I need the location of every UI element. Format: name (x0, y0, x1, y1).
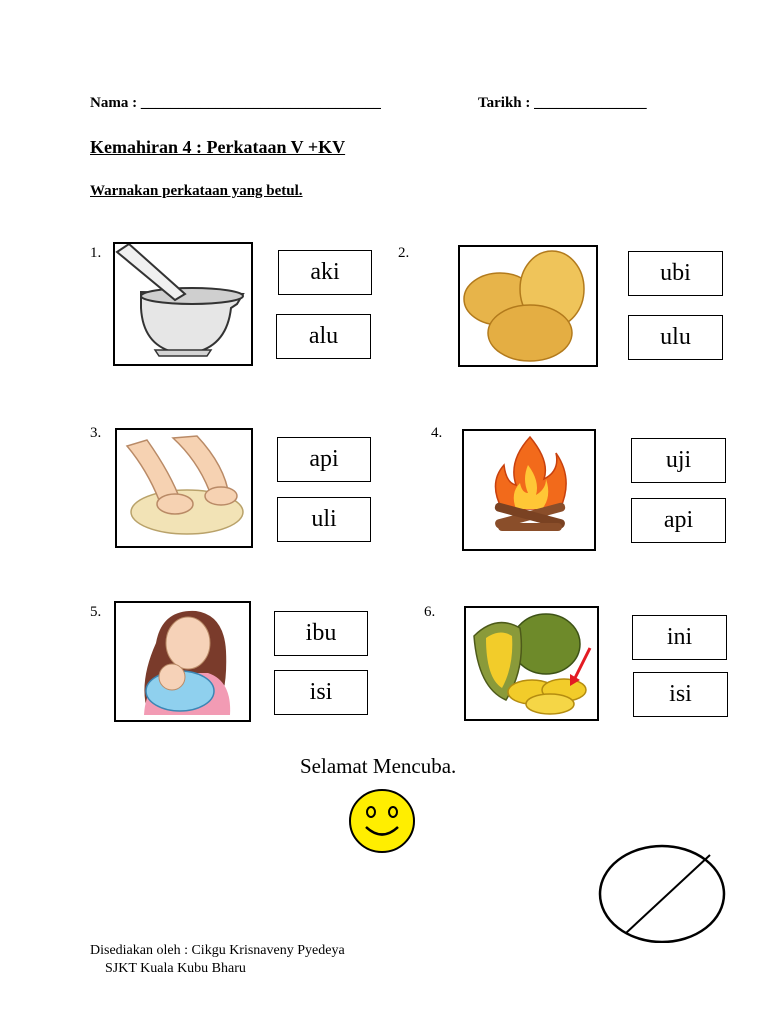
option-alu[interactable]: alu (276, 314, 371, 359)
option-uli[interactable]: uli (277, 497, 371, 542)
option-ulu[interactable]: ulu (628, 315, 723, 360)
option-ini[interactable]: ini (632, 615, 727, 660)
option-api-2[interactable]: api (631, 498, 726, 543)
picture-mother-holding-baby (114, 601, 251, 722)
picture-campfire (462, 429, 596, 551)
option-ubi[interactable]: ubi (628, 251, 723, 296)
date-field[interactable]: Tarikh : _______________ (478, 95, 647, 111)
item-number-2: 2. (398, 245, 410, 261)
school-name: SJKT Kuala Kubu Bharu (105, 961, 246, 976)
picture-sweet-potatoes (458, 245, 598, 367)
item-number-5: 5. (90, 604, 102, 620)
score-circle-icon (598, 843, 728, 948)
author-credit: Disediakan oleh : Cikgu Krisnaveny Pyedeya (90, 943, 345, 958)
option-isi-1[interactable]: isi (274, 670, 368, 715)
option-api-1[interactable]: api (277, 437, 371, 482)
option-aki[interactable]: aki (278, 250, 372, 295)
item-number-6: 6. (424, 604, 436, 620)
option-uji[interactable]: uji (631, 438, 726, 483)
picture-mortar-and-pestle (113, 242, 253, 366)
option-isi-2[interactable]: isi (633, 672, 728, 717)
option-ibu[interactable]: ibu (274, 611, 368, 656)
worksheet-title: Kemahiran 4 : Perkataan V +KV (90, 137, 346, 157)
name-field[interactable]: Nama : ________________________________ (90, 95, 381, 111)
smiley-face-icon (348, 788, 416, 859)
item-number-3: 3. (90, 425, 102, 441)
closing-message: Selamat Mencuba. (300, 754, 457, 778)
picture-kneading-dough (115, 428, 253, 548)
instruction-text: Warnakan perkataan yang betul. (90, 183, 303, 199)
item-number-1: 1. (90, 245, 102, 261)
item-number-4: 4. (431, 425, 443, 441)
picture-durian-flesh (464, 606, 599, 721)
